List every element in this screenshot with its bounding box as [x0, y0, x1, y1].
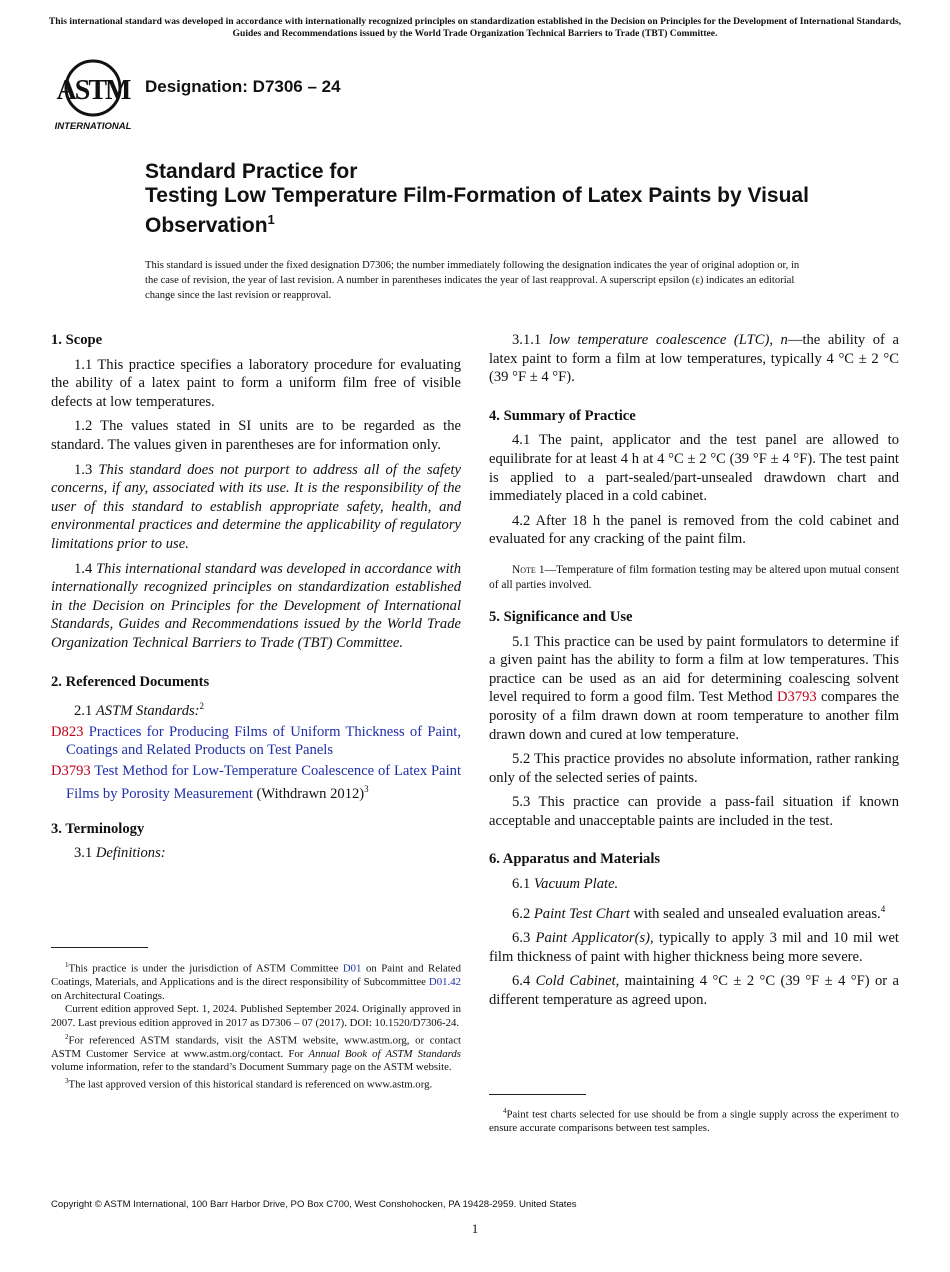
section-heading-scope: 1. Scope	[51, 332, 103, 348]
issuance-statement: This standard is issued under the fixed designation D7306; the number immediately following the designation indicates the year of original adoption or, in the case of revision, the year of last revision. A number in parentheses indicates the year of last reapproval. A superscript epsilon (ε) indicates an editorial change since the last revision or reapproval.	[145, 260, 800, 301]
paragraph-4-2: 4.2 After 18 h the panel is removed from the cold cabinet and evaluated for any cracking of the paint film.	[489, 512, 899, 548]
paragraph-5-3: 5.3 This practice can provide a pass-fail situation if known acceptable and unacceptable paints are included in the test.	[489, 794, 899, 829]
paragraph-4-1: 4.1 The paint, applicator and the test panel are allowed to equilibrate for at least 4 h at 4 °C ± 2 °C (39 °F ± 4 °F). The test paint is applied to a part-sealed/part-unsealed drawdown chart and immediately placed in a cold cabinet.	[489, 432, 899, 505]
left-footnotes	[51, 947, 461, 1092]
paragraph-3-1: 3.1 Definitions:	[74, 845, 166, 862]
section-heading-referenced-documents: 2. Referenced Documents	[51, 673, 210, 690]
note-1: Note 1—Temperature of film formation testing may be altered upon mutual consent of all parties involved.	[489, 563, 899, 592]
reference-link[interactable]: Test Method for Low-Temperature Coalescence of Latex Paint Films by Porosity Measurement	[66, 762, 461, 803]
page-number: 1	[471, 1221, 479, 1236]
right-column	[489, 331, 899, 1015]
paragraph-3-1-1: 3.1.1 low temperature coalescence (LTC), n—the ability of a latex paint to form a film at low temperatures, typically 4 °C ± 2 °C (39 °F ± 4 °F).	[489, 332, 899, 386]
paragraph-2-1: 2.1 ASTM Standards:$^2$	[74, 701, 205, 719]
copyright-notice: Copyright © ASTM International, 100 Barr Harbor Drive, PO Box C700, West Conshohocken, PA 19428-2959. United States	[51, 1199, 577, 1210]
title-line-2: Testing Low Temperature Film-Formation of Latex Paints by Visual Observation$^1$	[145, 184, 809, 237]
section-heading-terminology: 3. Terminology	[51, 820, 145, 837]
committee-link[interactable]: D01	[342, 962, 362, 975]
left-column	[51, 331, 461, 869]
subcommittee-link[interactable]: D01.42	[428, 976, 461, 989]
footnote-3: $^3$The last approved version of this historical standard is referenced on www.astm.org.	[65, 1076, 433, 1091]
reference-d823[interactable]	[51, 723, 461, 760]
paragraph-1-2: 1.2 The values stated in SI units are to be regarded as the standard. The values given in parentheses are for information only.	[51, 418, 461, 453]
section-heading-apparatus: 6. Apparatus and Materials	[489, 851, 661, 868]
footnote-1-edition: Current edition approved Sept. 1, 2024. Published September 2024. Originally approved in 2007. Last previous edition approved in 2017 as D7306 – 07 (2017). DOI: 10.1520/D7306-24.	[51, 1003, 461, 1029]
paragraph-1-4: 1.4 This international standard was developed in accordance with internationally recognized principles on standardization established in the Decision on Principles for the Development of International Standards, Guides and Recommendations issued by the World Trade Organization Technical Barriers to Trade (TBT) Committee.	[51, 560, 462, 651]
designation: Designation: D7306 – 24	[145, 77, 341, 96]
section-heading-significance: 5. Significance and Use	[489, 608, 633, 625]
svg-text:ASTM: ASTM	[56, 75, 130, 106]
paragraph-6-1: 6.1 Vacuum Plate.	[512, 876, 619, 893]
svg-text:INTERNATIONAL: INTERNATIONAL	[55, 121, 132, 132]
astm-logo	[55, 56, 135, 132]
document-title	[145, 160, 845, 238]
paragraph-6-4: 6.4 Cold Cabinet, maintaining 4 °C ± 2 °C (39 °F ± 4 °F) or a different temperature as agreed upon.	[489, 973, 900, 1008]
footnote-2: $^2$For referenced ASTM standards, visit the ASTM website, www.astm.org, or contact ASTM Customer Service at www.astm.org/contact. For Annual Book of ASTM Standards volume information, refer to the standard’s Document Summary page on the ASTM website.	[51, 1032, 461, 1074]
title-footnote-mark: 1	[267, 212, 275, 227]
top-notice: This international standard was developed in accordance with internationally recognized principles on standardization established in the Decision on Principles for the Development of International Standards, Guides and Recommendations issued by the World Trade Organization Technical Barriers to Trade (TBT) Committee.	[48, 16, 902, 39]
footnote-4: $^4$Paint test charts selected for use should be from a single supply across the experiment to ensure accurate comparisons between test samples.	[489, 1107, 899, 1135]
paragraph-5-1: 5.1 This practice can be used by paint formulators to determine if a given paint has the ability to form a film at low temperatures. This practice can be used as an aid for determining coalescing solvent level required to form a good film. Test Method D3793 compares the porosity of a film drawn down at room temperature to another film drawn down and cured at low temperature.	[489, 633, 899, 743]
footnote-1: $^1$This practice is under the jurisdiction of ASTM Committee D01 on Paint and Related Coatings, Materials, and Applications and is the direct responsibility of Subcommittee D01.42 on Architectural Coatings.	[51, 961, 461, 1002]
paragraph-6-2: 6.2 Paint Test Chart with sealed and unsealed evaluation areas.$^4$	[512, 903, 886, 922]
reference-code[interactable]: D3793	[51, 762, 91, 779]
paragraph-1-3: 1.3 This standard does not purport to address all of the safety concerns, if any, associated with its use. It is the responsibility of the user of this standard to establish appropriate safety, health, and environmental practices and determine the applicability of regulatory limitations prior to use.	[51, 461, 461, 552]
title-line-1: Standard Practice for	[145, 160, 358, 183]
reference-link[interactable]: Practices for Producing Films of Uniform Thickness of Paint, Coatings and Related Products on Test Panels	[66, 723, 461, 759]
section-heading-summary: 4. Summary of Practice	[489, 407, 636, 424]
reference-code[interactable]: D3793	[776, 689, 817, 706]
paragraph-5-2: 5.2 This practice provides no absolute information, rather ranking only of the selected series of paints.	[489, 751, 899, 786]
paragraph-1-1: 1.1 This practice specifies a laboratory procedure for evaluating the ability of a latex paint to form a uniform film free of visible defects at low temperatures.	[51, 356, 461, 410]
reference-code[interactable]: D823	[51, 723, 84, 740]
reference-d3793[interactable]: D3793 Test Method for Low-Temperature Coalescence of Latex Paint Films by Porosity Measurement (Withdrawn 2012)$^3$	[51, 762, 461, 803]
right-footnotes	[489, 1094, 899, 1136]
paragraph-6-3: 6.3 Paint Applicator(s), typically to apply 3 mil and 10 mil wet film thickness of paint with higher thickness being more severe.	[489, 930, 899, 965]
